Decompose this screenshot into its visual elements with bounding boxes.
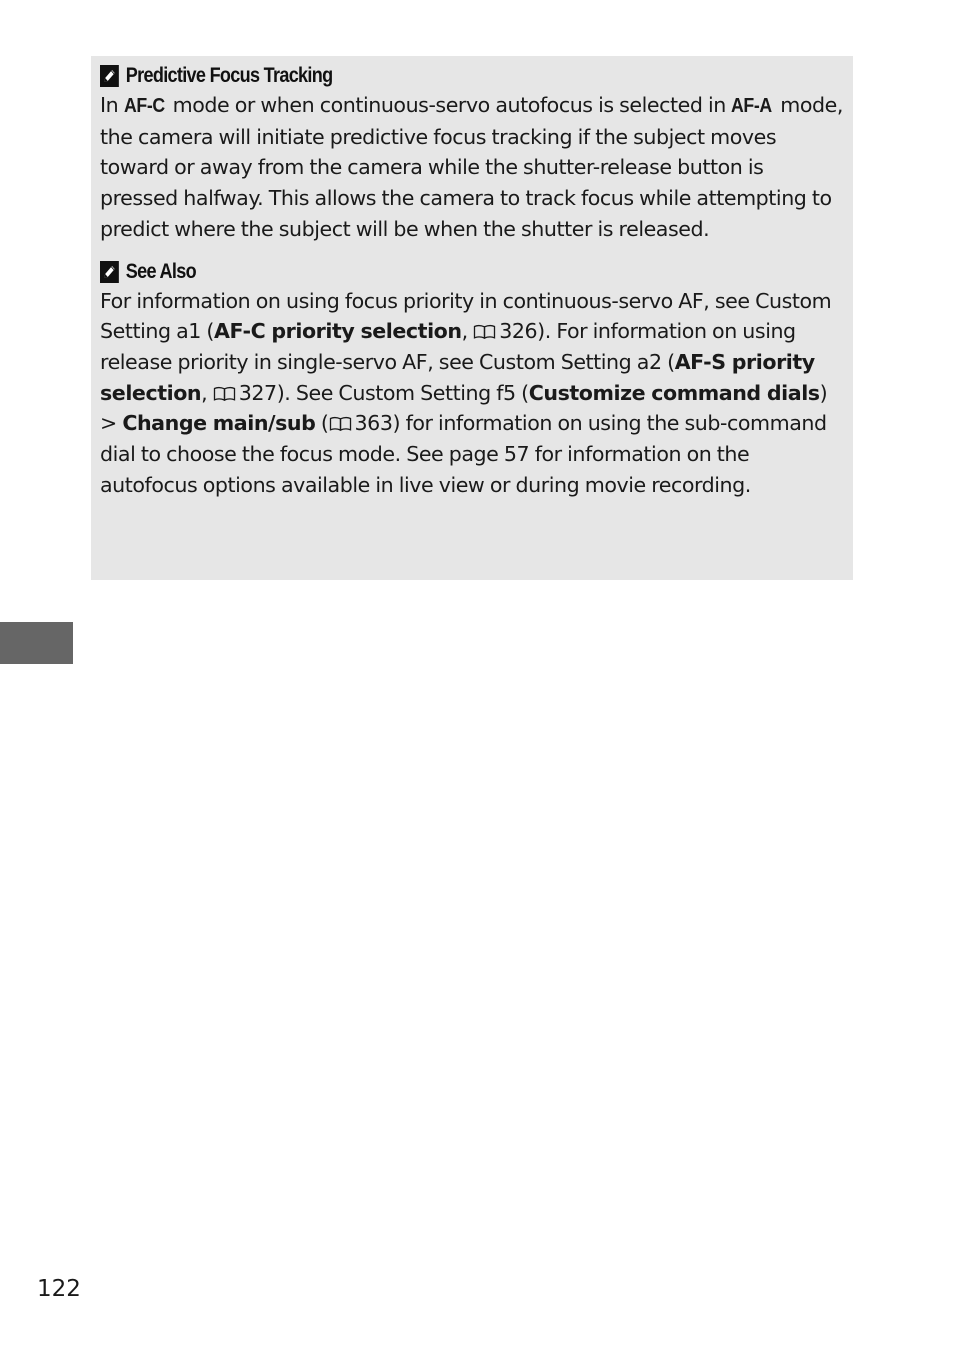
note-predictive-focus-tracking bbox=[100, 62, 843, 245]
af-c-mode-label: AF-C bbox=[123, 94, 165, 117]
book-reference-icon bbox=[473, 324, 496, 339]
body-text: ( bbox=[315, 411, 329, 436]
body-text: For information on using focus priority in continuous-servo AF, see Custom Setting a1 ( bbox=[100, 288, 832, 344]
note-heading-text: See Also bbox=[125, 259, 196, 283]
book-reference-icon bbox=[213, 386, 236, 401]
body-text: ) for information on using the sub-command dial to choose the focus mode. See page 57 for information on the autofocus options available in live view or during movie recording. bbox=[100, 411, 827, 497]
note-heading-text: Predictive Focus Tracking bbox=[125, 64, 333, 87]
note-body bbox=[100, 90, 843, 245]
body-text: ). For information on using release priority in single-servo AF, see Custom Setting a2 ( bbox=[100, 319, 796, 374]
body-text: mode or when continuous-servo autofocus is selected in bbox=[167, 93, 732, 117]
book-reference-icon bbox=[329, 416, 352, 431]
chapter-side-tab bbox=[0, 622, 73, 664]
page-reference: 326 bbox=[499, 319, 538, 344]
pencil-note-icon bbox=[100, 65, 119, 87]
menu-item-customize-command-dials: Customize command dials bbox=[528, 380, 820, 405]
page-number: 122 bbox=[37, 1276, 81, 1302]
body-text: , bbox=[201, 380, 213, 405]
page-reference: 363 bbox=[354, 411, 393, 436]
af-a-mode-label: AF-A bbox=[731, 94, 773, 117]
note-box bbox=[91, 56, 853, 580]
note-heading bbox=[100, 62, 739, 90]
page-reference: 327 bbox=[238, 380, 277, 405]
pencil-note-icon bbox=[100, 261, 119, 283]
note-see-also bbox=[100, 258, 843, 501]
body-text: ) > bbox=[100, 380, 828, 436]
note-body bbox=[100, 286, 843, 501]
body-text: , bbox=[461, 319, 474, 344]
body-text: ). See Custom Setting f5 ( bbox=[276, 380, 529, 405]
body-text: In bbox=[100, 93, 124, 117]
menu-item-af-s-priority-selection: AF-S priority selection bbox=[100, 349, 815, 405]
menu-item-change-main-sub: Change main/sub bbox=[122, 411, 316, 436]
note-heading bbox=[100, 258, 739, 286]
menu-item-af-c-priority-selection: AF-C priority selection bbox=[214, 319, 462, 344]
body-text: mode, the camera will initiate predictive focus tracking if the subject moves toward or away from the camera while the shutter-release button is pressed halfway. This allows the camera to track focus while attempting to predict where the subject will be when the shutter is released. bbox=[100, 93, 843, 241]
